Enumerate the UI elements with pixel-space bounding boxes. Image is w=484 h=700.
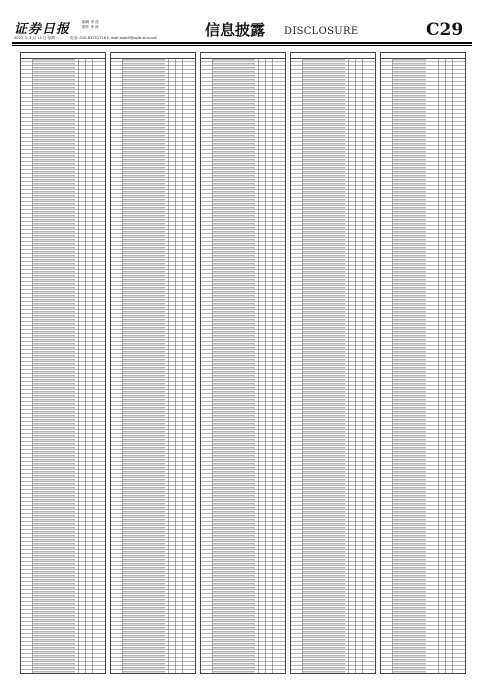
table-column-4 (290, 52, 376, 674)
disclosure-table (21, 58, 105, 673)
header-rule-thin (12, 45, 472, 46)
newspaper-logo: 证券日报 (14, 22, 71, 37)
disclosure-table (291, 58, 375, 673)
disclosure-table (111, 58, 195, 673)
producer-line: 制作 李 波 (82, 24, 99, 29)
section-subtitle: DISCLOSURE (284, 26, 359, 37)
disclosure-table (201, 58, 285, 673)
table-column-3 (200, 52, 286, 674)
header-rule (12, 42, 472, 44)
table-column-5 (380, 52, 466, 674)
editor-credits (82, 20, 99, 29)
section-title: 信息披露 (205, 21, 266, 39)
table-column-1 (20, 52, 106, 674)
contact-info: 电话: 010-83251716 E-mail:zqrb9@zqrb.sina.net (70, 36, 157, 40)
page-number: C29 (426, 20, 464, 40)
editor-line: 编辑 李 波 (82, 20, 99, 24)
table-column-2 (110, 52, 196, 674)
disclosure-table (381, 58, 465, 673)
masthead (0, 0, 484, 44)
issue-date: 2021 年 3 月 15 日 星期一 (14, 36, 59, 40)
